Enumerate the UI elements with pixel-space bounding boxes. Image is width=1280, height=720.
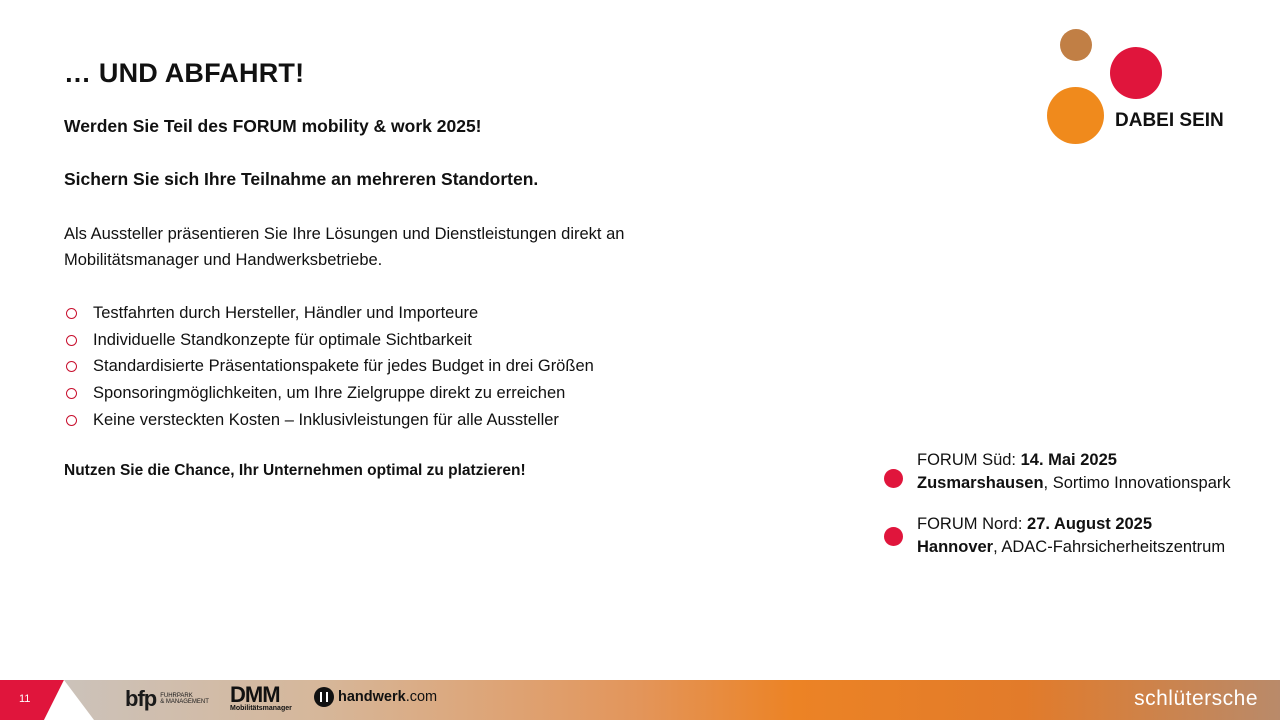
list-item: [64, 407, 594, 434]
dabei-sein-badge: DABEI SEIN: [1115, 110, 1224, 131]
list-item-text: Individuelle Standkonzepte für optimale Sichtbarkeit: [93, 330, 472, 349]
intro-paragraph: [64, 221, 684, 273]
event-location-line: [917, 536, 1225, 559]
bfp-logo: [125, 686, 209, 712]
event-venue: , Sortimo Innovationspark: [1043, 474, 1231, 492]
bfp-logo-subtitle-2: & MANAGEMENT: [160, 699, 209, 705]
bfp-logo-subtitle-1: FUHRPARK: [160, 693, 193, 699]
bullet-ring-icon: [66, 335, 77, 346]
dmm-logo-text: DMM: [230, 682, 280, 707]
handwerk-logo-text: handwerk: [338, 689, 406, 705]
event-title-line: [917, 449, 1231, 472]
event-title-line: [917, 513, 1225, 536]
event-date: 27. August 2025: [1027, 515, 1153, 533]
event-city: Hannover: [917, 538, 994, 556]
bullet-ring-icon: [66, 308, 77, 319]
bfp-logo-text: bfp: [125, 686, 157, 711]
bullet-ring-icon: [66, 361, 77, 372]
slide-title: … UND ABFAHRT!: [64, 58, 305, 88]
event-name: FORUM Süd:: [917, 451, 1021, 469]
lead-heading-1: Werden Sie Teil des FORUM mobility & work 2025!: [64, 116, 482, 136]
orange-circle-icon: [1047, 87, 1104, 144]
event-venue: , ADAC-Fahrsicherheitszentrum: [993, 538, 1226, 556]
lead-heading-2: Sichern Sie sich Ihre Teilnahme an mehreren Standorten.: [64, 169, 539, 189]
call-to-action: Nutzen Sie die Chance, Ihr Unternehmen optimal zu platzieren!: [64, 462, 526, 479]
intro-line-2: Mobilitätsmanager und Handwerksbetriebe.: [64, 251, 383, 269]
event-location-line: [917, 472, 1231, 495]
bullet-ring-icon: [66, 388, 77, 399]
list-item-text: Testfahrten durch Hersteller, Händler und Importeure: [93, 303, 479, 322]
intro-line-1: Als Aussteller präsentieren Sie Ihre Lösungen und Dienstleistungen direkt an: [64, 225, 625, 243]
brand-logo: schlütersche: [1134, 687, 1258, 710]
handwerk-logo-suffix: .com: [405, 689, 438, 705]
event-city: Zusmarshausen: [917, 474, 1044, 492]
list-item: [64, 300, 594, 327]
brown-circle-icon: [1060, 29, 1092, 61]
bfp-logo-subtitle: [160, 693, 209, 705]
event-date: 14. Mai 2025: [1020, 451, 1117, 469]
footer-bar: [0, 680, 1280, 720]
list-item: [64, 380, 594, 407]
benefit-list: [64, 300, 594, 434]
list-item-text: Keine versteckten Kosten – Inklusivleistungen für alle Aussteller: [93, 410, 559, 429]
dmm-logo: [230, 682, 292, 713]
handwerk-logo-icon: [314, 687, 334, 707]
list-item: [64, 354, 594, 381]
dmm-logo-subtitle: Mobilitätsmanager: [230, 705, 292, 712]
list-item-text: Standardisierte Präsentationspakete für jedes Budget in drei Größen: [93, 357, 594, 376]
red-dot-icon: [884, 469, 903, 488]
list-item-text: Sponsoringmöglichkeiten, um Ihre Zielgruppe direkt zu erreichen: [93, 384, 566, 403]
handwerk-logo: [314, 687, 437, 707]
red-dot-icon: [884, 527, 903, 546]
page-number: 11: [19, 693, 31, 705]
list-item: [64, 327, 594, 354]
bullet-ring-icon: [66, 415, 77, 426]
event-name: FORUM Nord:: [917, 515, 1028, 533]
red-circle-icon: [1110, 47, 1162, 99]
